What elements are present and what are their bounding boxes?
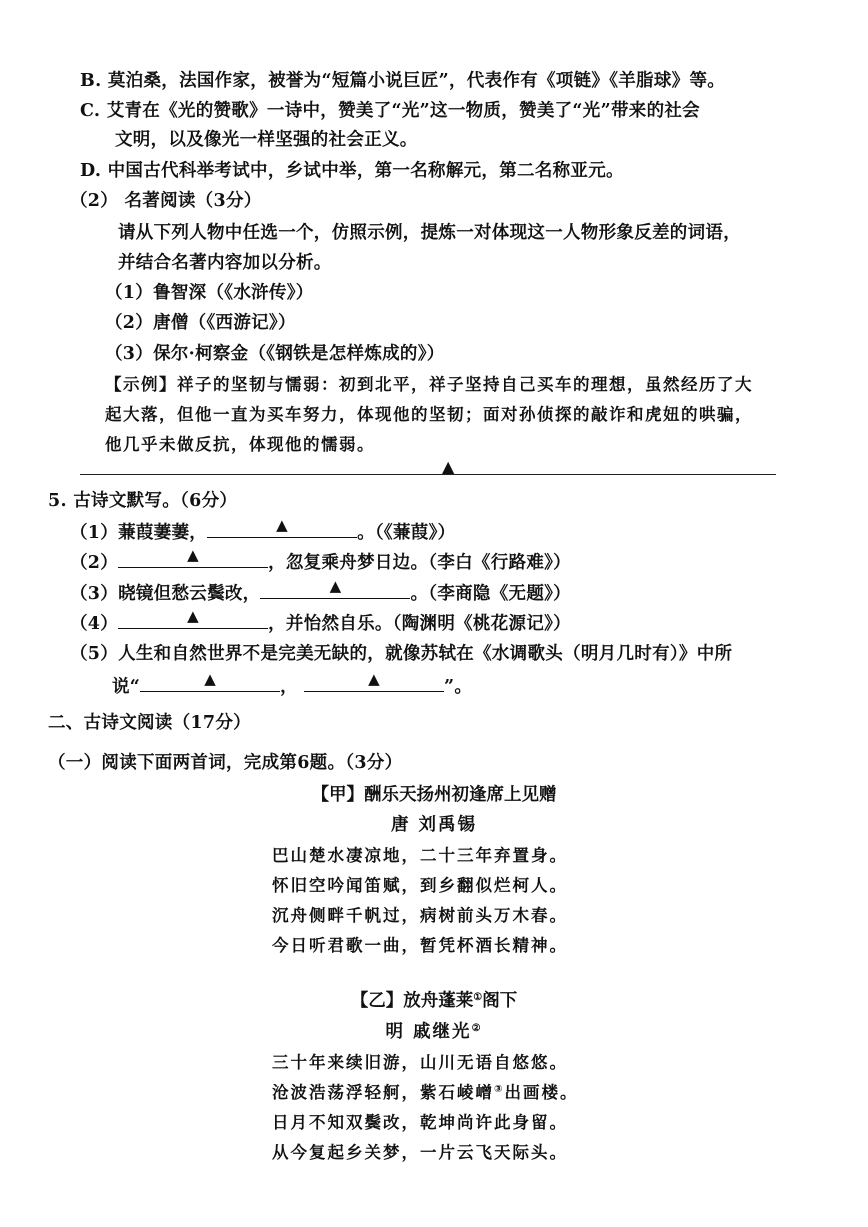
poem-a-line: 今日听君歌一曲，暂凭杯酒长精神。 [272,936,568,955]
option-b: B. 莫泊桑，法国作家，被誉为“短篇小说巨匠”，代表作有《项链》《羊脂球》等。 [80,71,726,91]
q2-instruction-2: 并结合名著内容加以分析。 [118,253,332,273]
triangle-mark-icon: ▲ [187,607,199,625]
section-2-heading: 二、古诗文阅读（17分） [48,713,251,733]
poem-b-line: 从今复起乡关梦，一片云飞天际头。 [272,1143,568,1162]
poem-b-line: 沧波浩荡浮轻舸，紫石崚嶒③出画楼。 [272,1083,579,1102]
triangle-mark-icon: ▲ [204,670,217,688]
answer-line [80,457,776,476]
poem-b-line: 三十年来续旧游，山川无语自悠悠。 [272,1053,568,1072]
q2-item-1: （1）鲁智深（《水浒传》） [105,283,314,303]
option-c-line2: 文明，以及像光一样坚强的社会正义。 [115,130,418,150]
q5-line-2: （2） ▲ ，忽复乘舟梦日边。（李白《行路难》） [70,546,571,573]
q5-line-3: （3）晓镜但愁云鬓改， ▲ 。（李商隐《无题》） [70,577,571,604]
poem-a-author: 唐 刘禹锡 [390,815,478,835]
blank-field[interactable] [118,607,268,629]
q2-example-2: 起大落，但他一直为买车努力，体现他的坚韧；面对孙侦探的敲诈和虎妞的哄骗， [105,405,753,424]
footnote-mark: ③ [494,1084,505,1095]
q5-line-5: （5）人生和自然世界不是完美无缺的，就像苏轼在《水调歌头（明月几时有）》中所 [70,644,733,664]
poem-a-title: 【甲】酬乐天扬州初逢席上见赠 [311,785,557,805]
blank-field[interactable] [207,516,357,538]
q2-example-1: 【示例】祥子的坚韧与懦弱：初到北平，祥子坚持自己买车的理想，虽然经历了大 [105,375,753,394]
q5-line-4: （4） ▲ ，并怡然自乐。（陶渊明《桃花源记》） [70,607,571,634]
blank-field[interactable] [304,670,444,692]
q2-example-3: 他几乎未做反抗，体现他的懦弱。 [105,435,375,454]
option-c-line1: C. 艾青在《光的赞歌》一诗中，赞美了“光”这一物质，赞美了“光”带来的社会 [80,101,700,121]
blank-field[interactable] [260,577,410,599]
footnote-mark: ② [471,1023,483,1034]
option-d: D. 中国古代科举考试中，乡试中举，第一名称解元，第二名称亚元。 [80,161,624,181]
q2-heading: （2） 名著阅读（3分） [70,191,262,211]
q2-item-3: （3）保尔·柯察金（《钢铁是怎样炼成的》） [105,344,445,364]
q2-instruction-1: 请从下列人物中任选一个，仿照示例，提炼一对体现这一人物形象反差的词语， [118,223,741,243]
poem-b-line: 日月不知双鬓改，乾坤尚许此身留。 [272,1113,568,1132]
poem-b-title: 【乙】放舟蓬莱①阁下 [350,991,518,1011]
triangle-mark-icon: ▲ [187,546,199,564]
triangle-mark-icon: ▲ [368,670,380,688]
triangle-mark-icon: ▲ [442,457,455,476]
q5-line-1: （1）蒹葭萋萋， ▲ 。（《蒹葭》） [70,516,456,543]
blank-field[interactable] [140,670,280,692]
poem-a-line: 沉舟侧畔千帆过，病树前头万木春。 [272,906,568,925]
q2-item-2: （2）唐僧（《西游记》） [105,313,296,333]
triangle-mark-icon: ▲ [329,577,342,595]
section-2-part-1: （一）阅读下面两首词，完成第6题。（3分） [48,753,403,773]
q5-line-5-answer: 说“ ▲ ， ▲ ”。 [112,670,473,697]
q5-heading: 5. 古诗文默写。（6分） [48,491,238,511]
blank-field[interactable] [118,546,268,568]
footnote-mark: ① [473,992,483,1003]
triangle-mark-icon: ▲ [276,516,288,534]
poem-a-line: 怀旧空吟闻笛赋，到乡翻似烂柯人。 [272,876,568,895]
poem-a-line: 巴山楚水凄凉地，二十三年弃置身。 [272,846,568,865]
poem-b-author: 明 戚继光② [385,1022,483,1042]
